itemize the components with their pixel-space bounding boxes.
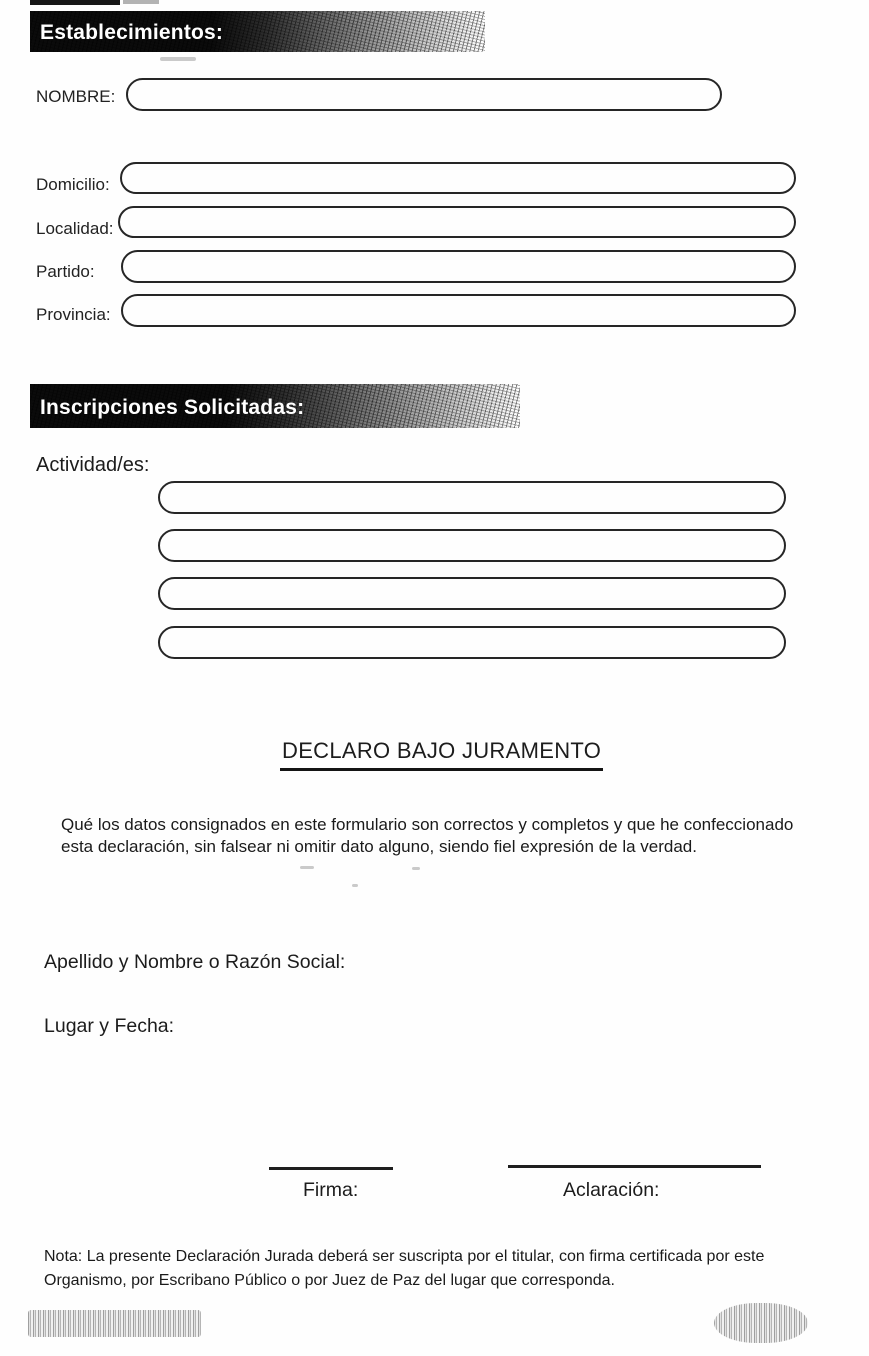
footer-note-line-2: Organismo, por Escribano Público o por Juez de Paz del lugar que corresponda. — [44, 1272, 615, 1289]
aclaracion-label: Aclaración: — [563, 1179, 660, 1201]
provincia-field[interactable] — [121, 294, 796, 327]
declaration-title: DECLARO BAJO JURAMENTO — [280, 738, 603, 771]
actividad-field-3[interactable] — [158, 577, 786, 610]
partido-field[interactable] — [121, 250, 796, 283]
declaration-body — [61, 814, 796, 858]
nombre-label: NOMBRE: — [36, 87, 116, 106]
partido-label: Partido: — [36, 262, 95, 281]
localidad-label: Localidad: — [36, 219, 114, 238]
provincia-label: Provincia: — [36, 305, 111, 324]
localidad-field[interactable] — [118, 206, 796, 238]
scan-smudge-bottom-left — [28, 1310, 201, 1337]
firma-signature-line[interactable] — [269, 1167, 393, 1170]
footer-note-line-1: Nota: La presente Declaración Jurada deberá ser suscripta por el titular, con firma certificada por este — [44, 1248, 765, 1265]
domicilio-label: Domicilio: — [36, 175, 110, 194]
declaration-body-line-1: Qué los datos consignados en este formulario son correctos y completos y que he confeccionado — [61, 815, 794, 834]
footer-note — [44, 1245, 814, 1293]
firma-label: Firma: — [303, 1179, 359, 1201]
section-header-establecimientos: Establecimientos: — [30, 11, 485, 52]
aclaracion-signature-line[interactable] — [508, 1165, 761, 1168]
scan-fragment-top-left — [30, 0, 120, 5]
lugar-fecha-label: Lugar y Fecha: — [44, 1015, 175, 1037]
nombre-field[interactable] — [126, 78, 722, 111]
domicilio-field[interactable] — [120, 162, 796, 194]
scan-speck — [352, 884, 358, 887]
declaration-body-line-2: esta declaración, sin falsear ni omitir dato alguno, siendo fiel expresión de la verdad. — [61, 837, 697, 856]
scan-smudge-bottom-right — [714, 1303, 808, 1343]
scan-fragment-top-left-2 — [123, 0, 159, 4]
actividad-field-2[interactable] — [158, 529, 786, 562]
scan-speck — [412, 867, 420, 870]
actividades-label: Actividad/es: — [36, 454, 150, 476]
section-header-inscripciones-solicitadas: Inscripciones Solicitadas: — [30, 384, 520, 428]
actividad-field-1[interactable] — [158, 481, 786, 514]
apellido-razon-social-label: Apellido y Nombre o Razón Social: — [44, 951, 346, 973]
actividad-field-4[interactable] — [158, 626, 786, 659]
scan-speck — [300, 866, 314, 869]
scan-speck — [160, 57, 196, 61]
